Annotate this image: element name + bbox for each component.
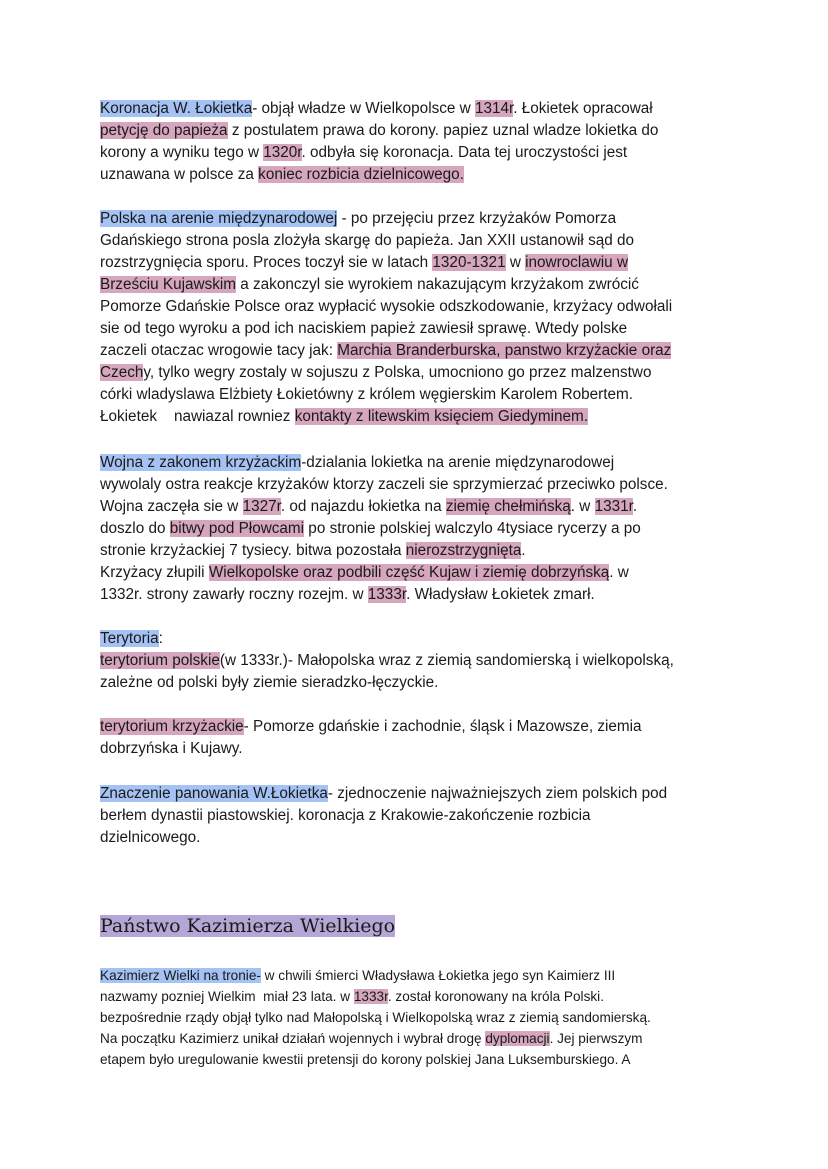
text: berłem dynastii piastowskiej. koronacja z Krakowie-zakończenie rozbicia (100, 807, 591, 824)
paragraph-wojna (100, 452, 740, 606)
key-highlight: 1327r (242, 498, 281, 515)
paragraph-kazimierz-na-tronie (100, 965, 740, 1070)
text: Krzyżacy złupili (100, 564, 209, 581)
text: - zjednoczenie najważniejszych ziem polskich pod (327, 785, 668, 802)
text: rozstrzygnięcia sporu. Proces toczył sie w latach (100, 254, 433, 271)
key-highlight: koniec rozbicia dzielnicowego. (258, 166, 464, 183)
section-heading (100, 912, 395, 940)
text: Pomorze Gdańskie Polsce oraz wypłacić wysokie odszkodowanie, krzyżacy odwołali (100, 298, 673, 315)
topic-highlight: Znaczenie panowania W.Łokietka (100, 785, 328, 802)
text: . został koronowany na króla Polski. (387, 989, 604, 1004)
text: w (505, 254, 526, 271)
text: - Pomorze gdańskie i zachodnie, śląsk i Mazowsze, ziemia (243, 718, 642, 735)
topic-highlight: Polska na arenie międzynarodowej (100, 210, 338, 227)
text: 1332r. strony zawarły roczny rozejm. w (100, 586, 368, 603)
text: córki wladyslawa Elżbiety Łokietówny z królem węgierskim Karolem Robertem. (100, 386, 634, 403)
text: stronie krzyżackiej 7 tysiecy. bitwa pozostała (100, 542, 406, 559)
text: doszlo do (100, 520, 170, 537)
key-highlight: 1331r (594, 498, 633, 515)
text: . w (570, 498, 595, 515)
text: wywolaly ostra reakcje krzyżaków ktorzy zaczeli sie sprzymierzać przeciwko polsce. (100, 476, 668, 493)
key-highlight: 1314r (474, 100, 514, 117)
key-highlight: terytorium polskie (100, 652, 220, 669)
text: -dzialania lokietka na arenie międzynarodowej (301, 454, 615, 471)
key-highlight: 1320-1321 (432, 254, 506, 271)
text: . odbyła się koronacja. Data tej uroczystości jest (301, 144, 628, 161)
text: korony a wyniku tego w (100, 144, 264, 161)
topic-highlight: Terytoria (100, 630, 159, 647)
text: . Łokietek opracował (513, 100, 653, 117)
text: etapem było uregulowanie kwestii pretensji do korony polskiej Jana Luksemburskiego. A (100, 1052, 631, 1067)
key-highlight: Brześciu Kujawskim (100, 276, 237, 293)
key-highlight: 1320r (263, 144, 302, 161)
text: . Jej pierwszym (549, 1031, 643, 1046)
text: . Władysław Łokietek zmarł. (406, 586, 595, 603)
key-highlight: ziemię chełmińską (445, 498, 571, 515)
key-highlight: petycję do papieża (100, 122, 228, 139)
text: z postulatem prawa do korony. papiez uznal wladze lokietka do (227, 122, 659, 139)
text: zaczeli otaczac wrogowie tacy jak: (100, 342, 338, 359)
text: dobrzyńska i Kujawy. (100, 740, 243, 757)
text: - po przejęciu przez krzyżaków Pomorza (337, 210, 617, 227)
topic-highlight: Wojna z zakonem krzyżackim (100, 454, 302, 471)
topic-highlight: Koronacja W. Łokietka (100, 100, 253, 117)
key-highlight: kontakty z litewskim księciem Giedyminem. (294, 408, 588, 425)
text: uznawana w polsce za (100, 166, 259, 183)
key-highlight: bitwy pod Płowcami (169, 520, 305, 537)
text: : (158, 630, 163, 647)
key-highlight: nierozstrzygnięta (405, 542, 522, 559)
text: bezpośrednie rządy objął tylko nad Małopolską i Wielkopolską wraz z ziemią sandomierską. (100, 1010, 651, 1025)
paragraph-koronacja (100, 98, 740, 186)
text: Łokietek nawiazal rowniez (100, 408, 295, 425)
text: nazwamy pozniej Wielkim miał 23 lata. w (100, 989, 354, 1004)
paragraph-znaczenie (100, 783, 740, 849)
text: Wojna zaczęła sie w (100, 498, 243, 515)
text: . od najazdu łokietka na (280, 498, 446, 515)
text: zależne od polski były ziemie sieradzko-łęczyckie. (100, 674, 439, 691)
key-highlight: dyplomacji (485, 1031, 550, 1046)
text: Na początku Kazimierz unikał działań wojennych i wybrał drogę (100, 1031, 486, 1046)
key-highlight: Marchia Branderburska, panstwo krzyżackie oraz (337, 342, 672, 359)
text: . w (609, 564, 629, 581)
text: po stronie polskiej walczylo 4tysiace rycerzy a po (304, 520, 641, 537)
text: dzielnicowego. (100, 829, 201, 846)
text: . (632, 498, 638, 515)
key-highlight: terytorium krzyżackie (100, 718, 244, 735)
text: sie od tego wyroku a pod ich naciskiem papież zawiesił sprawę. Wtedy polske (100, 320, 628, 337)
heading-highlight: Państwo Kazimierza Wielkiego (100, 915, 396, 937)
text: y, tylko wegry zostaly w sojuszu z Polska, umocniono go przez malzenstwo (143, 364, 652, 381)
text: w chwili śmierci Władysława Łokietka jego syn Kaimierz III (260, 968, 616, 983)
key-highlight: Wielkopolske oraz podbili część Kujaw i ziemię dobrzyńską (208, 564, 610, 581)
text: . (521, 542, 526, 559)
paragraph-polska-na-arenie (100, 208, 740, 428)
text: a zakonczyl sie wyrokiem nakazującym krzyżakom zwrócić (236, 276, 639, 293)
paragraph-terytoria (100, 628, 740, 694)
topic-highlight: Kazimierz Wielki na tronie- (100, 968, 261, 983)
key-highlight: Czech (100, 364, 144, 381)
key-highlight: inowroclawiu w (525, 254, 628, 271)
paragraph-terytorium-krzyzackie (100, 716, 740, 760)
key-highlight: 1333r (353, 989, 388, 1004)
text: Gdańskiego strona posla zlożyła skargę do papieża. Jan XXII ustanowił sąd do (100, 232, 635, 249)
text: (w 1333r.)- Małopolska wraz z ziemią sandomierską i wielkopolską, (219, 652, 674, 669)
text: - objął władze w Wielkopolsce w (252, 100, 475, 117)
key-highlight: 1333r (367, 586, 407, 603)
